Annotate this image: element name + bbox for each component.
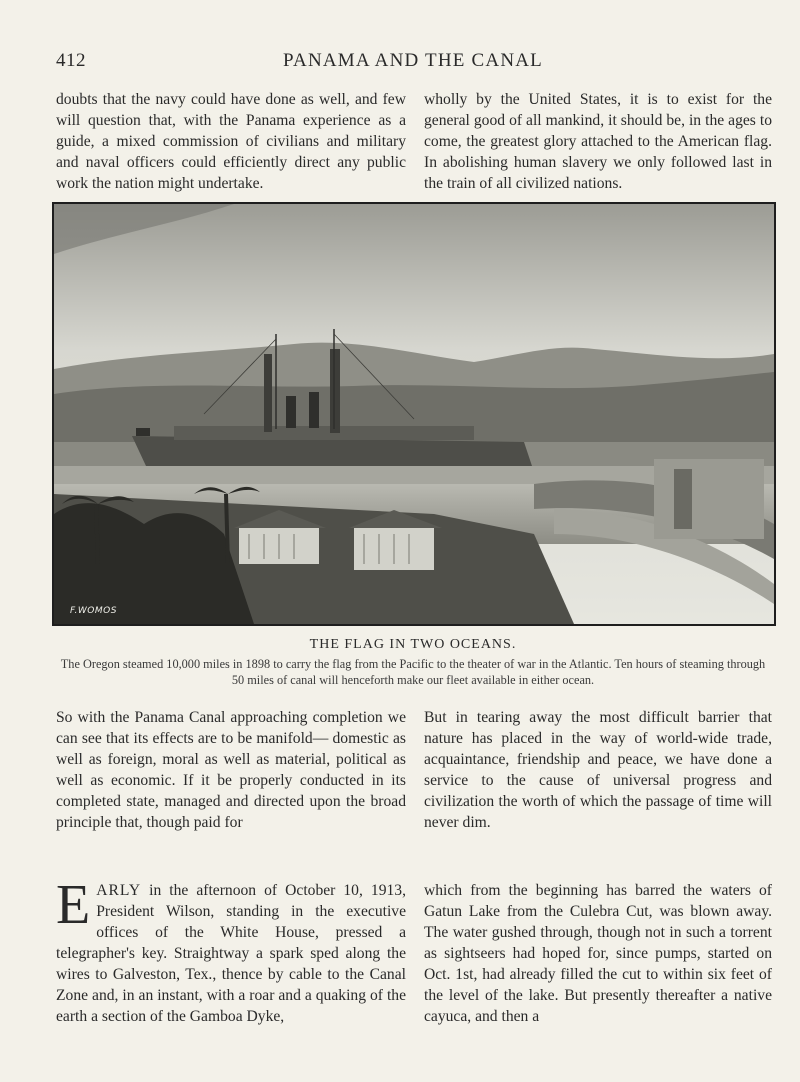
paragraph-bottom-left — [56, 874, 406, 1027]
caption-text: The Oregon steamed 10,000 miles in 1898 to carry the flag from the Pacific to the theater of war in the Atlantic. Ten hours of steaming through 50 miles of canal will henceforth make our fleet available in either ocean. — [60, 657, 766, 687]
paragraph-middle-right: But in tearing away the most difficult barrier that nature has placed in the way of world-wide trade, acquaintance, friendship and peace, we have done a service to the cause of universal progress and civilization the worth of which the passage of time will never dim. — [424, 709, 772, 831]
drop-cap: E — [56, 874, 91, 936]
bottom-left-text: in the afternoon of October 10, 1913, President Wilson, standing in the executive offices of the White House, pressed a telegrapher's key. Straightway a spark sped along the wires to Galveston, Tex., thence by cable to the Canal Zone and, in an instant, with a roar and a quaking of the earth a section of the Gamboa Dyke, — [56, 882, 406, 1025]
illustration-drawing — [54, 204, 774, 624]
caption-title: THE FLAG IN TWO OCEANS. — [309, 637, 517, 652]
lead-word: ARLY — [96, 882, 142, 899]
paragraph-middle-left: So with the Panama Canal approaching completion we can see that its effects are to be manifold— domestic as well as foreign, moral as well as material, political as well as economic. If it be properly conducted in its completed state, managed and directed upon the broad principle that, though paid for — [56, 709, 406, 831]
paragraph-bottom-right: which from the beginning has barred the waters of Gatun Lake from the Culebra Cut, was blown away. The water gushed through, though not in such a torrent as sightseers had hoped for, since pumps, started on Oct. 1st, had already filled the cut to within six feet of the level of the lake. But presently thereafter a native cayuca, and then a — [424, 882, 772, 1025]
battleship-illustration — [52, 202, 776, 626]
artist-signature: F.WOMOS — [70, 606, 117, 616]
paragraph-top-left: doubts that the navy could have done as well, and few will question that, with the Panama experience as a guide, a mixed commission of civilians and military and naval officers could efficiently direct any public work the nation might undertake. — [56, 91, 406, 192]
running-title: PANAMA AND THE CANAL — [283, 50, 543, 71]
page-number: 412 — [56, 50, 86, 71]
page-header — [56, 50, 770, 74]
paragraph-top-right: wholly by the United States, it is to exist for the general good of all mankind, it should be, in the ages to come, the greatest glory attached to the American flag. In abolishing human slavery we only followed last in the train of all civilized nations. — [424, 91, 772, 192]
